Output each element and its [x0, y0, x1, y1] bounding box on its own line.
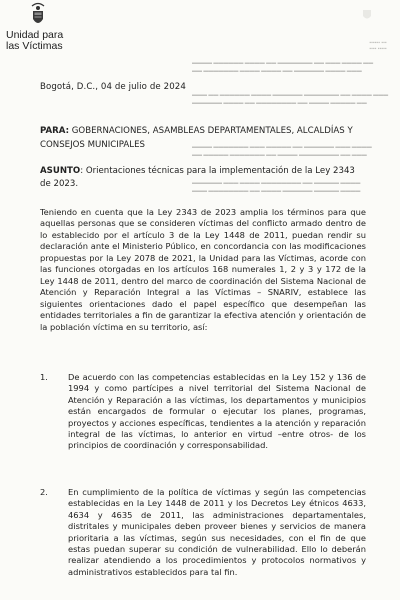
logo-line-2: las Víctimas	[6, 40, 63, 52]
letter-date: Bogotá, D.C., 04 de julio de 2024	[40, 82, 186, 92]
unidad-victimas-logo	[6, 2, 96, 52]
bleed-through-text: ▬▬▬ ▬▬▬▬▬▬▬▬ ▬▬ ▬▬▬▬ ▬▬▬▬▬▬ ▬▬▬▬▬ ▬▬▬▬	[192, 188, 361, 194]
coat-of-arms-icon	[30, 2, 46, 28]
list-item	[40, 487, 366, 578]
intro-paragraph: Teniendo en cuenta que la Ley 2343 de 2023 amplia los términos para que aquellas personas que se consideren víctimas del conflicto armado dentro de lo establecido por el artículo 3 de la Ley 1448 de 2011, puedan rendir su declaración ante el Ministerio Público, en concordancia con las modificaciones propuestas por la Ley 2078 de 2021, la Unidad para las Víctimas, acorde con las funciones otorgadas en los artículos 168 numerales 1, 2 y 3 y 172 de la Ley 1448 de 2011, dentro del marco de coordinación del Sistema Nacional de Atención y Reparación Integral a las Víctimas – SNARIV, establece las siguientes orientaciones dado el papel específico que desempeñan las entidades territoriales a fin de garantizar la efectiva atención y orientación de la población víctima en su territorio, así:	[40, 207, 366, 332]
bleed-through-text: ▬▬▬▬▬▬ ▬▬▬ ▬▬▬▬ ▬▬▬▬▬▬▬▬ ▬▬ ▬▬▬▬▬ ▬▬▬▬	[192, 180, 361, 186]
logo-line-1: Unidad para	[6, 29, 64, 41]
list-item-number: 1.	[40, 372, 48, 382]
list-item-text: En cumplimiento de la política de víctimas y según las competencias establecidas en la Ley 1448 de 2011 y los Decretos Ley étnicos 4633, 4634 y 4635 de 2011, las administraciones departamentales, distritales y municipales deben proveer bienes y servicios de manera prioritaria a las víctimas, según sus necesidades, con el fin de que estas puedan superar su condición de vulnerabilidad. Ello lo deberán realizar atendiendo a los procedimientos y protocolos normativos y administrativos establecidos para tal fin.	[68, 487, 366, 577]
bleed-through-text: ▬▬ ▬▬▬▬▬▬▬ ▬▬▬▬ ▬▬▬▬ ▬▬ ▬▬▬▬▬▬ ▬▬▬▬ ▬▬▬	[192, 68, 362, 74]
bleed-through-text: ▬▬▬▬ ▬▬▬▬▬▬▬ ▬▬▬ ▬▬▬▬▬ ▬▬ ▬▬▬▬▬▬ ▬▬▬ ▬▬▬▬	[192, 144, 372, 150]
bleed-through-text: ▬▬▬▬ ▬▬▬▬▬▬ ▬▬▬▬ ▬▬ ▬▬▬▬▬▬▬ ▬▬ ▬▬▬ ▬▬▬▬ ▬▬	[192, 60, 374, 66]
bleed-through-text: ▬▬ ▬▬▬▬▬ ▬▬▬▬▬▬▬ ▬▬ ▬▬▬▬ ▬▬▬▬▬▬▬▬ ▬▬ ▬▬▬	[192, 152, 367, 158]
bleed-through-text: ▬▬▬▬▬▬ ▬▬▬▬ ▬▬ ▬▬▬▬▬▬▬▬ ▬▬ ▬▬▬▬ ▬▬▬▬▬ ▬▬	[192, 100, 367, 106]
recipients-block	[40, 124, 366, 152]
bleed-through-logo: ▪▪▪▪▪▪ ▪▪▪ ▪▪▪▪ ▪▪▪▪▪	[369, 40, 387, 52]
bleed-through-seal	[362, 6, 372, 18]
recipients-text: GOBERNACIONES, ASAMBLEAS DEPARTAMENTALES, ALCALDÍAS Y CONSEJOS MUNICIPALES	[40, 126, 353, 150]
subject-block	[40, 165, 366, 191]
list-item	[40, 372, 366, 452]
subject-text: : Orientaciones técnicas para la implementación de la Ley 2343 de 2023.	[40, 166, 355, 189]
bleed-through-text: ▬▬▬ ▬▬ ▬▬▬▬▬▬ ▬▬▬▬ ▬▬▬▬▬▬ ▬▬▬▬▬▬▬ ▬▬ ▬▬▬▬ ▬▬▬	[192, 92, 389, 98]
recipients-label: PARA:	[40, 126, 70, 136]
list-item-number: 2.	[40, 487, 48, 497]
list-item-text: De acuerdo con las competencias establecidas en la Ley 152 y 136 de 1994 y como partícipes a nivel territorial del Sistema Nacional de Atención y Reparación a las víctimas, los departamentos y municipios están encargados de formular o ejecutar los planes, programas, proyectos y acciones específicas, tendientes a la atención y reparación integral de las víctimas, lo anterior en virtud –entre otros- de los principios de coordinación y corresponsabilidad.	[68, 372, 366, 451]
subject-label: ASUNTO	[40, 166, 81, 176]
